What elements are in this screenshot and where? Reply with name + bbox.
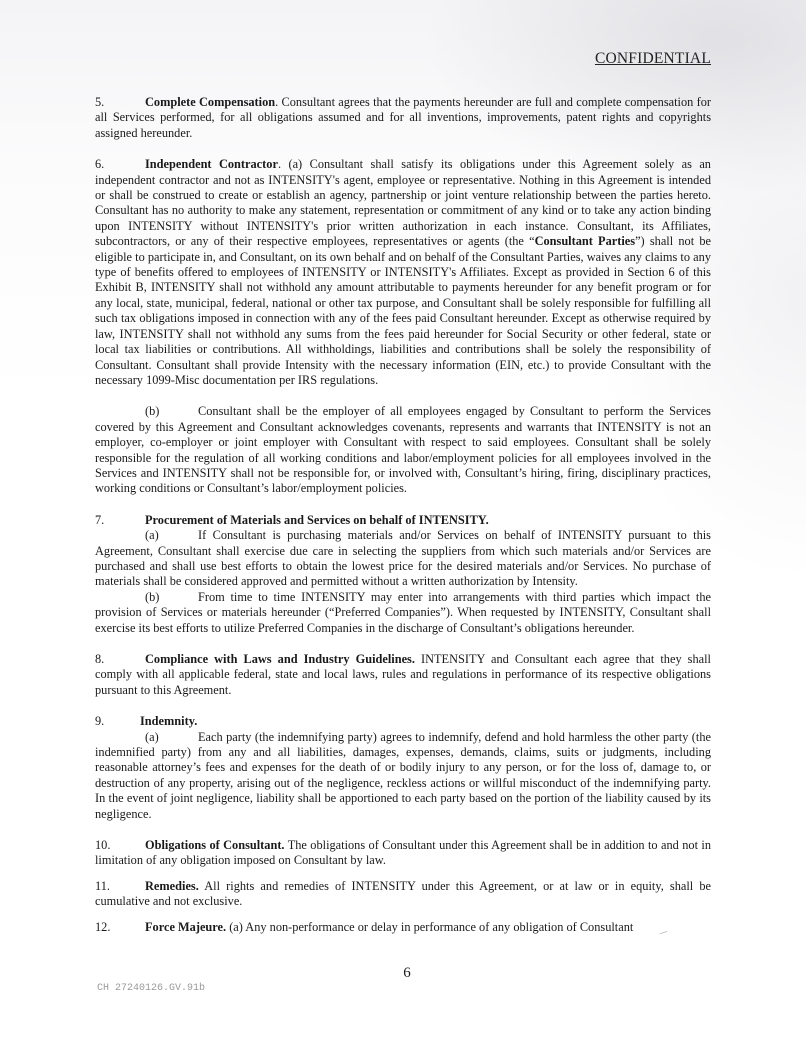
section-7-a bbox=[95, 528, 711, 590]
section-12 bbox=[95, 920, 711, 935]
subsection-text: Each party (the indemnifying party) agrees to indemnify, defend and hold harmless the other party (the indemnified party) from any and all liabilities, damages, expenses, demands, claims, suits or judgments, including reasonable attorney’s fees and expenses for the death of or bodily injury to any person, or for the loss of, damage to, or destruction of any property, arising out of the negligence, reckless actions or willful misconduct of the indemnifying party. In the event of joint negligence, liability shall be apportioned to each party based on the portion of the liability caused by its negligence. bbox=[95, 729, 711, 821]
section-title: Remedies. bbox=[145, 878, 199, 893]
section-text: (a) Any non-performance or delay in performance of any obligation of Consultant bbox=[226, 919, 634, 934]
subsection-text: If Consultant is purchasing materials and/or Services on behalf of INTENSITY pursuant to this Agreement, Consultant shall exercise due care in selecting the suppliers from which such materials and/or Services are purchased and shall use best efforts to obtain the lowest price for the desired materials and/or Services. No purchase of materials shall be considered approved and permitted without a written authorization by Intensity. bbox=[95, 528, 711, 589]
page-number: 6 bbox=[403, 965, 411, 981]
section-heading bbox=[95, 513, 711, 528]
section-number: 5. bbox=[95, 95, 105, 109]
section-title: Obligations of Consultant. bbox=[145, 838, 285, 853]
section-7 bbox=[95, 513, 711, 636]
section-number: 7. bbox=[95, 512, 105, 527]
subsection-label: (b) bbox=[145, 589, 160, 604]
section-9 bbox=[95, 714, 711, 822]
document-code: CH 27240126.GV.91b bbox=[97, 983, 206, 994]
section-5 bbox=[95, 95, 711, 141]
section-8 bbox=[95, 652, 711, 698]
document-body bbox=[95, 95, 711, 951]
section-title: Independent Contractor bbox=[145, 157, 278, 172]
section-title: Complete Compensation bbox=[145, 95, 276, 109]
section-text: (a) Consultant shall satisfy its obligations under this Agreement solely as an independent contractor and not as INTENSITY's agent, employee or representative. Nothing in this Agreement is intended or shall be construed to create or establish an agency, partnership or joint venture relationship between the parties hereto. Consultant has no authority to make any statement, representation or commitment of any kind or to take any action binding upon INTENSITY without INTENSITY's prior written authorization in each instance. Consultant, its Affiliates, subcontractors, or any of their respective employees, representatives or agents (the “ bbox=[95, 157, 711, 249]
title-suffix: . bbox=[275, 95, 279, 109]
subsection-label: (a) bbox=[145, 528, 159, 543]
section-title: Indemnity. bbox=[140, 714, 198, 729]
section-heading bbox=[95, 714, 711, 729]
section-title: Force Majeure. bbox=[145, 919, 227, 934]
section-text: Consultant agrees that the payments hereunder are full and complete compensation for all Services performed, for all obligations assumed and for all inventions, improvements, patent rights and copyrights assigned hereunder. bbox=[95, 95, 711, 140]
section-number: 6. bbox=[95, 157, 105, 172]
confidential-header: CONFIDENTIAL bbox=[594, 50, 711, 67]
defined-term: Consultant Parties bbox=[534, 234, 636, 249]
subsection-text: Consultant shall be the employer of all employees engaged by Consultant to perform the Services covered by this Agreement and Consultant acknowledges covenants, represents and warrants that INTENSITY is not an employer, co-employer or joint employer with Consultant with respect to said employees. Consultant shall be solely responsible for the regulation of all working conditions and labor/employment policies for all employees involved in the Services and INTENSITY shall not be responsible for, or involved with, Consultant’s hiring, firing, disciplinary practices, working conditions or Consultant’s labor/employment policies. bbox=[95, 404, 711, 496]
subsection-label: (a) bbox=[145, 729, 159, 744]
section-text: ”) shall not be eligible to participate in, and Consultant, on its own behalf and on behalf of the Consultant Parties, waives any claims to any type of benefits offered to employees of INTENSITY or INTENSITY's Affiliates. Except as provided in Section 6 of this Exhibit B, INTENSITY shall not withhold any amount attributable to payments hereunder for any benefit program or for any local, state, municipal, federal, national or other tax purpose, and Consultant shall be solely responsible for fulfilling all such tax obligations imposed in connection with any of the fees paid Consultant hereunder. Except as otherwise required by law, INTENSITY shall not withhold any sums from the fees paid hereunder for Social Security or other federal, state or local tax liabilities or contributions. All withholdings, liabilities and contributions shall be solely the responsibility of Consultant. Consultant shall provide Intensity with the necessary information (EIN, etc.) to provide Consultant with the necessary 1099-Misc documentation per IRS regulations. bbox=[95, 234, 711, 387]
section-number: 11. bbox=[95, 878, 110, 893]
title-suffix: . bbox=[277, 157, 282, 172]
section-number: 12. bbox=[95, 919, 111, 934]
section-10 bbox=[95, 838, 711, 869]
section-text: INTENSITY and Consultant each agree that they shall comply with all applicable federal, state and local laws, rules and regulations in performance of its respective obligations pursuant to this Agreement. bbox=[95, 652, 711, 697]
subsection-label: (b) bbox=[145, 404, 160, 419]
section-text: All rights and remedies of INTENSITY under this Agreement, or at law or in equity, shall be cumulative and not exclusive. bbox=[95, 878, 711, 909]
subsection-text: From time to time INTENSITY may enter into arrangements with third parties which impact the provision of Services or materials hereunder (“Preferred Companies”). When requested by INTENSITY, Consultant shall exercise its best efforts to utilize Preferred Companies in the discharge of Consultant’s obligations hereunder. bbox=[95, 589, 711, 635]
section-number: 10. bbox=[95, 838, 111, 853]
section-number: 9. bbox=[95, 714, 105, 729]
section-6 bbox=[95, 157, 711, 388]
section-number: 8. bbox=[95, 652, 105, 666]
section-9-a bbox=[95, 730, 711, 822]
section-title: Procurement of Materials and Services on behalf of INTENSITY. bbox=[145, 512, 489, 527]
section-11 bbox=[95, 879, 711, 910]
section-title: Compliance with Laws and Industry Guidelines. bbox=[145, 652, 415, 666]
section-7-b bbox=[95, 590, 711, 636]
section-6-b bbox=[95, 404, 711, 496]
section-text: The obligations of Consultant under this Agreement shall be in addition to and not in limitation of any obligation imposed on Consultant by law. bbox=[95, 838, 711, 868]
